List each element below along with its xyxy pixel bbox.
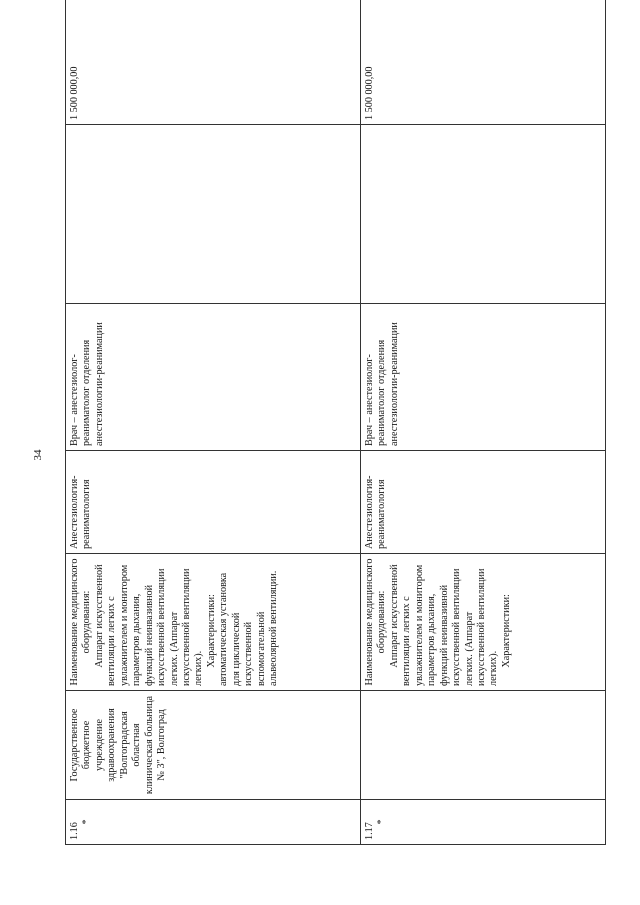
position-cell: Врач – анестезиолог-реаниматолог отделения анестезиологии-реанимации <box>66 304 361 451</box>
equipment-description-cell <box>66 554 361 691</box>
description-heading: Наименование медицинского оборудования: <box>364 558 388 686</box>
row-number: 1.16 <box>69 822 80 840</box>
equipment-description-cell <box>361 554 606 691</box>
characteristics-heading: Характеристики: <box>500 594 512 668</box>
page-number: 34 <box>32 449 44 461</box>
description-body: Аппарат искусственной вентиляции легких с увлажнителем и монитором параметров дыхания, функций неинвазивной искусственной вентиляции легких. (Аппарат искусственной вентиляции легких). <box>388 564 500 686</box>
equipment-table <box>65 0 606 845</box>
amount-cell: 1 500 000,00 <box>66 0 361 125</box>
empty-cell <box>361 125 606 304</box>
profile-cell: Анестезиология-реаниматология <box>361 451 606 554</box>
row-mark: * <box>81 819 93 825</box>
profile-cell: Анестезиология-реаниматология <box>66 451 361 554</box>
description-heading: Наименование медицинского оборудования: <box>69 558 93 686</box>
table-row <box>66 0 361 845</box>
row-mark: * <box>376 819 388 825</box>
table-row <box>361 0 606 845</box>
description-body: Аппарат искусственной вентиляции легких с увлажнителем и монитором параметров дыхания, функций неинвазивной искусственной вентиляции легких. (Аппарат искусственной вентиляции легких). <box>93 564 205 686</box>
row-number-cell <box>361 800 606 845</box>
rotated-table-container <box>65 55 605 845</box>
characteristics-heading: Характеристики: <box>205 594 217 668</box>
organization-cell <box>361 691 606 800</box>
organization-cell: Государственное бюджетное учреждение здравоохранения "Волгоградская областная клиническая больница № 3", Волгоград <box>66 691 361 800</box>
row-number: 1.17 <box>364 822 375 840</box>
amount-cell: 1 500 000,00 <box>361 0 606 125</box>
row-number-cell <box>66 800 361 845</box>
empty-cell <box>66 125 361 304</box>
characteristics-body: автоматическая установка для циклической искусственной вспомогательной альвеолярной вентиляции. <box>218 570 279 686</box>
position-cell: Врач – анестезиолог-реаниматолог отделения анестезиологии-реанимации <box>361 304 606 451</box>
